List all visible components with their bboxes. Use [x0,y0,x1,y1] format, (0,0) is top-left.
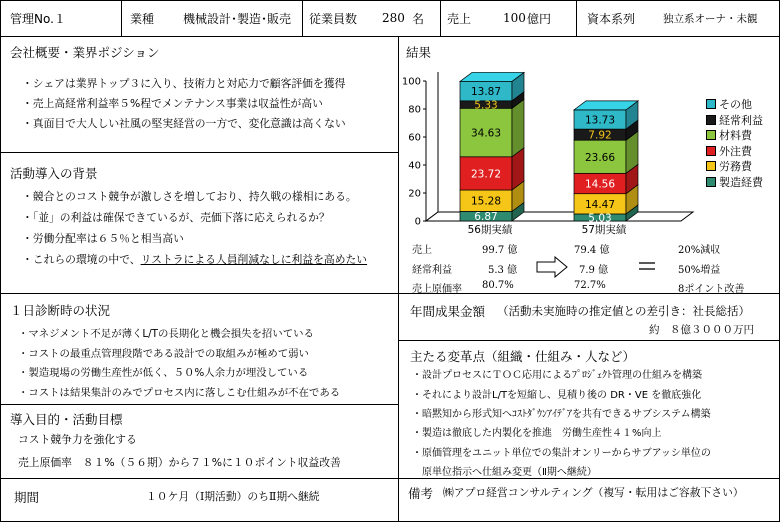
remarks-value: ㈱アプロ経営コンサルティング（複写・転用はご容赦下さい） [443,486,744,499]
metric-change-suffix: 増益 [700,265,721,276]
metric-change-value: 8 [678,284,685,295]
background-title: 活動導入の背景 [10,166,98,181]
hdr-sep [440,0,441,36]
hdr-sep [121,0,122,36]
chart-legend [706,96,776,196]
mgmt-number: 管理No.１ [10,11,66,26]
legend-label: 経常利益 [719,113,763,127]
metric-before-value: 80.7 [482,280,505,291]
period-title: 期間 [14,490,40,505]
metric-before [488,261,517,276]
diagnosis-item: ・マネジメント不足が薄くL/Tの長期化と機会損失を招いている [18,328,314,340]
equals-icon [638,260,656,272]
metric-change [678,280,744,295]
legend-label: 製造経費 [719,175,763,189]
bar-value-label: 14.56 [584,178,616,191]
bar-value-label: 6.87 [474,211,498,224]
changes-item: ・それにより設計L/Tを短縮し、見積り後の DR・VE を徹底強化 [412,390,702,401]
changes-item: ・原価管理をユニット単位での集計オンリーからサブアッシ単位の [412,448,711,459]
amount-prefix: 約 [649,324,660,336]
metric-change [678,241,720,256]
changes-title: 主たる変革点（組織・仕組み・人など） [410,349,636,364]
bar-value-label: 23.66 [584,151,616,164]
metric-before-value: 5.3 [488,265,504,276]
bar-value-label: 5.33 [474,99,498,112]
metric-before [482,241,517,256]
purpose-line1: コスト競争力を強化する [18,433,137,446]
metric-change-suffix: ポイント改善 [684,284,745,295]
bar-value-label: 15.28 [470,195,502,208]
industry-value: 機械設計･製造･販売 [183,11,292,26]
employees-value: 280 [382,11,405,25]
sales-value: 100 [503,11,526,25]
bar-value-label: 23.72 [470,168,502,181]
bar-value-label: 34.63 [470,127,502,140]
remarks-title: 備考 [408,486,434,501]
metric-change-value: 50% [678,265,701,276]
left-rule [0,478,398,479]
background-last-underlined: リストラによる人員削減なしに利益を高めたい [140,253,368,266]
metric-before-unit: 億 [507,245,518,256]
amount-title: 年間成果金額 [410,304,486,319]
legend-item [706,174,763,190]
right-rule [398,478,780,479]
legend-item [706,112,763,128]
diagnosis-item: ・コストの最重点管理段階である設計での取組みが極めて弱い [18,348,309,360]
left-rule [0,152,398,153]
purpose-title: 導入目的・活動目標 [10,412,123,427]
industry-label: 業種 [130,11,155,26]
legend-label: その他 [719,98,752,111]
y-tick-label: 100 [401,76,421,88]
legend-swatch [706,161,716,171]
chart-wall-left [426,72,438,221]
changes-item: 原単位指示へ仕組み変更（Ⅱ期へ継続） [412,467,597,478]
category-label: 57期実績 [581,224,627,236]
changes-item: ・製造は徹底した内製化を推進 労働生産性４１%向上 [412,428,662,439]
metric-after-unit: % [596,280,606,291]
bar-value-label: 13.87 [470,86,502,99]
category-label: 56期実績 [467,224,513,236]
bar-value-label: 5.03 [588,212,612,225]
legend-swatch [706,146,716,156]
right-rule [398,340,780,341]
legend-swatch [706,130,716,140]
hdr-sep [302,0,303,36]
metric-after-value: 72.7 [574,280,597,291]
metric-label: 経常利益 [412,265,452,276]
legend-item [706,143,752,159]
background-item-last [22,252,367,267]
y-tick-label: 20 [408,188,421,200]
sales-label: 売上 [447,11,472,26]
amount-value [649,322,754,337]
bar-segment-side [512,99,524,156]
changes-item: ・設計プロセスにＴＯＣ応用によるﾌﾟﾛｼﾞｪｸﾄ管理の仕組みを構築 [412,370,702,381]
amount-note: （活動未実施時の推定値との差引き：社長総括） [497,304,750,318]
metric-after-value: 7.9 [579,265,595,276]
metric-after [574,241,609,256]
legend-swatch [706,115,716,125]
bar-value-label: 7.92 [588,129,612,142]
legend-item [706,158,752,174]
metric-label: 売上原価率 [412,284,462,295]
metric-before-unit: 億 [507,265,518,276]
metric-after-value: 79.4 [574,245,597,256]
amount-rest: 億３０００万円 [680,324,754,336]
bar-value-label: 14.47 [584,198,616,211]
overview-title: 会社概要・業界ポジション [10,45,160,60]
left-rule [0,293,398,294]
metric-change [678,261,720,276]
frame-left [0,0,1,522]
y-tick-label: 40 [408,160,421,172]
background-last-prefix: ・これらの環境の中で、 [22,253,141,266]
capital-label: 資本系列 [587,11,636,26]
y-tick-label: 60 [408,132,421,144]
hdr-sep [576,0,577,36]
metric-before [482,280,514,291]
left-rule [0,404,398,405]
right-arrow-icon [535,256,569,278]
legend-item [706,96,752,112]
capital-value: 独立系オーナ・未観 [663,12,758,25]
background-item: ・労働分配率は６５％と相当高い [22,232,184,245]
legend-item [706,127,752,143]
diagnosis-item: ・製造現場の労働生産性が低く、５０%人余力が埋没している [18,367,309,379]
legend-label: 材料費 [719,129,752,142]
legend-label: 労務費 [719,160,752,173]
y-tick-label: 80 [408,104,421,116]
metric-label: 売上 [412,245,432,256]
overview-item: ・真面目で大人しい社風の堅実経営の一方で、変化意識は高くない [22,117,346,130]
metric-after [574,280,606,291]
background-item: ・「並」の利益は確保できているが、売価下落に応えられるか？ [22,211,330,224]
diagnosis-item: ・コストは結果集計のみでプロセス内に落しこむ仕組みが不在である [18,387,341,399]
amount-num: ８ [670,324,681,336]
background-item: ・競合とのコスト競争が激しさを増しており、持久戦の様相にある。 [22,190,357,203]
metric-after-unit: 億 [599,245,610,256]
employees-label: 従業員数 [309,11,358,26]
overview-item: ・売上高経常利益率５%程でメンテナンス事業は収益性が高い [22,97,323,110]
changes-item: ・暗黙知から形式知へｺｽﾄﾀﾞｳﾝｱｲﾃﾞｱを共有できるサブシステム構築 [412,409,711,420]
legend-label: 外注費 [719,144,752,158]
legend-swatch [706,177,716,187]
metric-after [579,261,608,276]
overview-item: ・シェアは業界トップ３に入り、技術力と対応力で顧客評価を獲得 [22,77,346,90]
purpose-line2: 売上原価率 ８１%（５６期）から７１%に１０ポイント収益改善 [18,456,341,469]
metric-change-value: 20% [678,245,701,256]
header-bottom-rule [0,36,780,37]
metric-change-suffix: 減収 [700,245,721,256]
y-tick-label: 0 [414,216,421,228]
employees-unit: 名 [412,11,425,26]
diagnosis-title: １日診断時の状況 [10,303,111,318]
bar-value-label: 13.73 [584,114,616,127]
period-value: １０ケ月（Ⅰ期活動）のちⅡ期へ継続 [146,490,320,503]
results-title: 結果 [406,45,432,60]
legend-swatch [706,99,716,109]
metric-before-unit: % [504,280,514,291]
metric-before-value: 99.7 [482,245,505,256]
sales-unit: 億円 [527,11,552,26]
metric-after-unit: 億 [598,265,609,276]
